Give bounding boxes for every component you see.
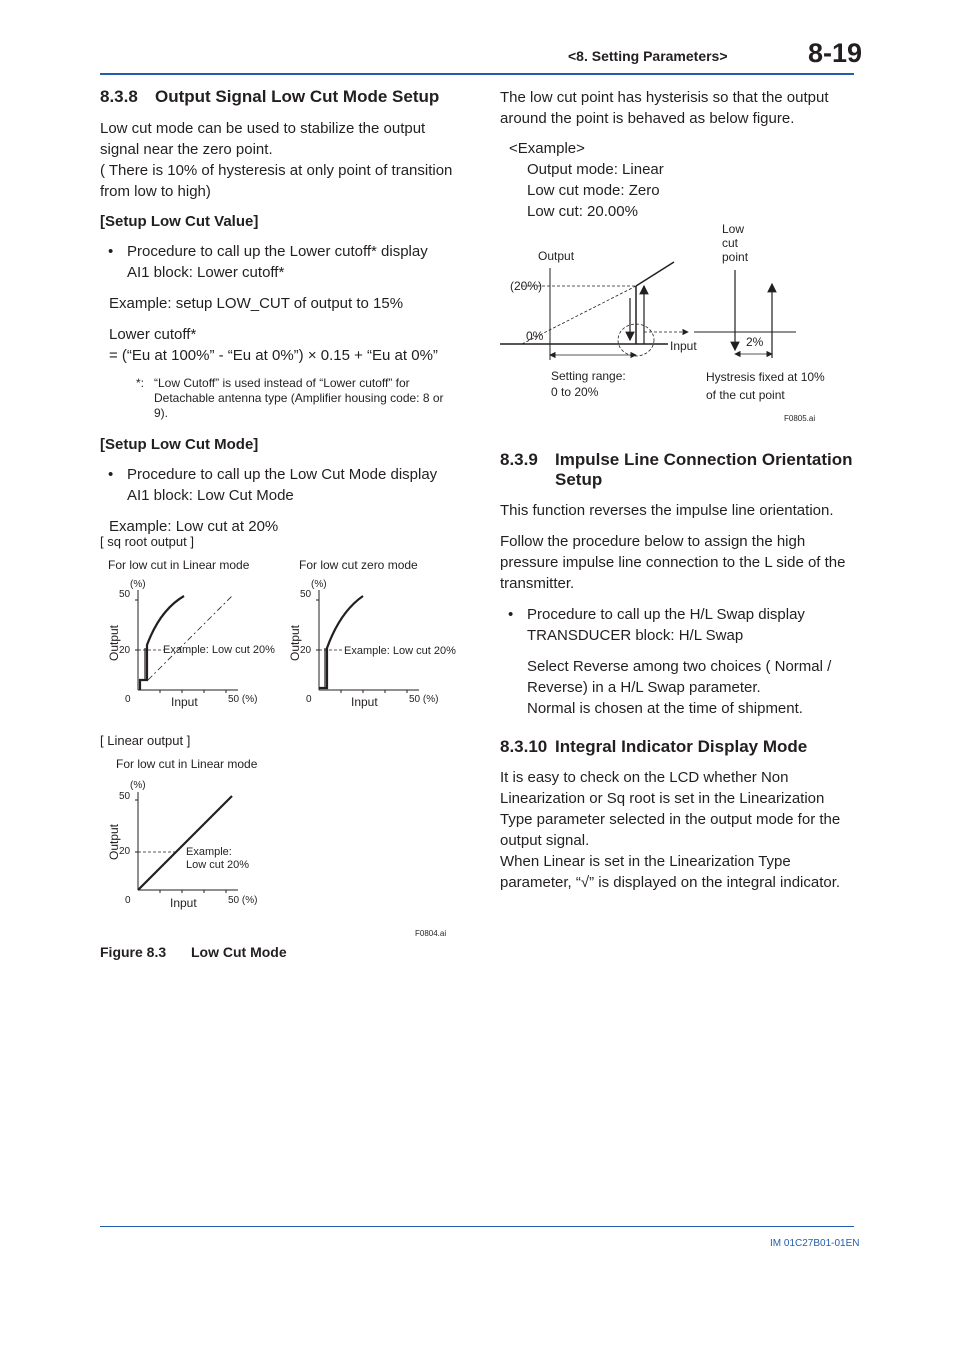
fig805-output-line — [636, 262, 674, 286]
setup-low-cut-value-heading: [Setup Low Cut Value] — [100, 213, 259, 230]
fig805-20pct: (20%) — [510, 279, 543, 293]
right-column-top — [500, 87, 860, 222]
fig805-output-label: Output — [538, 249, 575, 263]
document-id: IM 01C27B01-01EN — [770, 1238, 860, 1249]
graph1-y0: 0 — [125, 694, 131, 705]
sq-root-output-label: [ sq root output ] — [100, 534, 194, 549]
graph1-title: For low cut in Linear mode — [108, 558, 250, 572]
graph3-y20: 20 — [119, 846, 131, 857]
graph-sq-zero-mode — [288, 558, 456, 709]
hysteresis-label-2: of the cut point — [706, 388, 785, 402]
example-heading: <Example> — [509, 140, 585, 157]
bullet-hl-swap: • Procedure to call up the H/L Swap display TRANSDUCER block: H/L Swap — [500, 604, 860, 646]
low-cut-point-label-3: point — [722, 250, 749, 264]
hysteresis-2pct: 2% — [746, 335, 764, 349]
fig805-0pct: 0% — [526, 329, 544, 343]
formula: = (“Eu at 100%” - “Eu at 0%”) × 0.15 + “Eu at 0%” — [109, 347, 438, 364]
graph1-input-label: Input — [171, 695, 198, 709]
setting-range-label-2: 0 to 20% — [551, 385, 599, 399]
hl-swap-select: Select Reverse among two choices ( Normal / Reverse) in a H/L Swap parameter. — [527, 658, 832, 696]
graph2-x50: 50 (%) — [409, 694, 439, 705]
graph3-x50: 50 (%) — [228, 895, 258, 906]
graph2-input-label: Input — [351, 695, 378, 709]
hysteresis-label-1: Hystresis fixed at 10% — [706, 370, 825, 384]
figure-file-id: F0804.ai — [415, 929, 447, 938]
graph1-y-unit: (%) — [130, 579, 146, 590]
graph3-example-a: Example: — [186, 846, 232, 858]
intro-paragraph: Low cut mode can be used to stabilize the output signal near the zero point. — [100, 120, 426, 158]
graph2-example: Example: Low cut 20% — [344, 645, 456, 657]
running-header-section: <8. Setting Parameters> — [568, 48, 728, 64]
graph1-y50: 50 — [119, 589, 131, 600]
graph3-y0: 0 — [125, 895, 131, 906]
section-heading-8-3-10: 8.3.10 Integral Indicator Display Mode — [500, 737, 808, 756]
header-rule — [100, 73, 854, 75]
footnote: *: “Low Cutoff” is used instead of “Lower cutoff” for Detachable antenna type (Amplifier housing code: 8 or 9). — [136, 376, 444, 420]
section-heading-8-3-8: 8.3.8 Output Signal Low Cut Mode Setup — [100, 87, 440, 106]
graph2-y50: 50 — [300, 589, 312, 600]
figure-caption-number: Figure 8.3 — [100, 944, 167, 960]
graph3-y50: 50 — [119, 791, 131, 802]
impulse-line-paragraph-2: Follow the procedure below to assign the high pressure impulse line connection to the L side of the transmitter. — [500, 533, 846, 592]
indicator-paragraph-1: It is easy to check on the LCD whether Non Linearization or Sq root is set in the Linearization Type parameter selected in the output mode for the output signal. — [500, 769, 841, 849]
low-cut-point-label-2: cut — [722, 236, 739, 250]
section-heading-8-3-9: 8.3.9 Impulse Line Connection Orientation Setup — [500, 450, 853, 489]
impulse-line-paragraph-1: This function reverses the impulse line orientation. — [500, 502, 834, 519]
graph3-title: For low cut in Linear mode — [116, 757, 258, 771]
footer-rule — [100, 1226, 854, 1227]
setting-range-label-1: Setting range: — [551, 369, 626, 383]
hysteresis-paragraph: The low cut point has hysterisis so that the output around the point is behaved as below figure. — [500, 89, 829, 127]
fig805-file-id: F0805.ai — [784, 414, 816, 423]
example-output-mode: Output mode: Linear — [527, 161, 664, 178]
hl-swap-default: Normal is chosen at the time of shipment. — [527, 700, 803, 717]
example-low-cut-20: Example: Low cut at 20% — [109, 518, 279, 535]
left-column — [100, 87, 460, 537]
graph3-example-b: Low cut 20% — [186, 859, 249, 871]
graph1-curve — [140, 596, 184, 690]
example-low-cut: Low cut: 20.00% — [527, 203, 638, 220]
hysteresis-note: ( There is 10% of hysteresis at only point of transition from low to high) — [100, 162, 453, 200]
graph2-y0: 0 — [306, 694, 312, 705]
bullet-lower-cutoff: • Procedure to call up the Lower cutoff* display AI1 block: Lower cutoff* — [100, 241, 460, 283]
graph2-y20: 20 — [300, 645, 312, 656]
example-low-cut-15: Example: setup LOW_CUT of output to 15% — [109, 295, 404, 312]
bullet-low-cut-mode: • Procedure to call up the Low Cut Mode display AI1 block: Low Cut Mode — [100, 464, 460, 506]
graph3-output-label: Output — [107, 823, 121, 861]
graph2-title: For low cut zero mode — [299, 558, 418, 572]
figure-hysteresis — [490, 220, 860, 430]
graph1-example: Example: Low cut 20% — [163, 644, 275, 656]
graph2-output-label: Output — [288, 624, 302, 662]
page-number: 8-19 — [808, 38, 863, 68]
graph1-x50: 50 (%) — [228, 694, 258, 705]
graph-linear-output — [107, 757, 258, 910]
figure-8-3-low-cut-mode — [0, 530, 480, 970]
fig805-input-label: Input — [670, 339, 697, 353]
graph1-y20: 20 — [119, 645, 131, 656]
graph2-y-unit: (%) — [311, 579, 327, 590]
example-low-cut-mode: Low cut mode: Zero — [527, 182, 660, 199]
graph1-output-label: Output — [107, 624, 121, 662]
formula-label: Lower cutoff* — [109, 326, 197, 343]
right-column-lower — [500, 450, 860, 893]
graph1-linear-reference — [148, 596, 232, 680]
linear-output-label: [ Linear output ] — [100, 733, 191, 748]
graph3-line — [138, 796, 232, 890]
setup-low-cut-mode-heading: [Setup Low Cut Mode] — [100, 436, 259, 453]
graph3-y-unit: (%) — [130, 780, 146, 791]
indicator-paragraph-2: When Linear is set in the Linearization Type parameter, “√” is displayed on the integral indicator. — [500, 853, 841, 891]
graph3-input-label: Input — [170, 896, 197, 910]
graph-sq-linear-mode — [107, 558, 275, 709]
low-cut-point-label-1: Low — [722, 222, 745, 236]
figure-caption-title: Low Cut Mode — [191, 944, 287, 960]
